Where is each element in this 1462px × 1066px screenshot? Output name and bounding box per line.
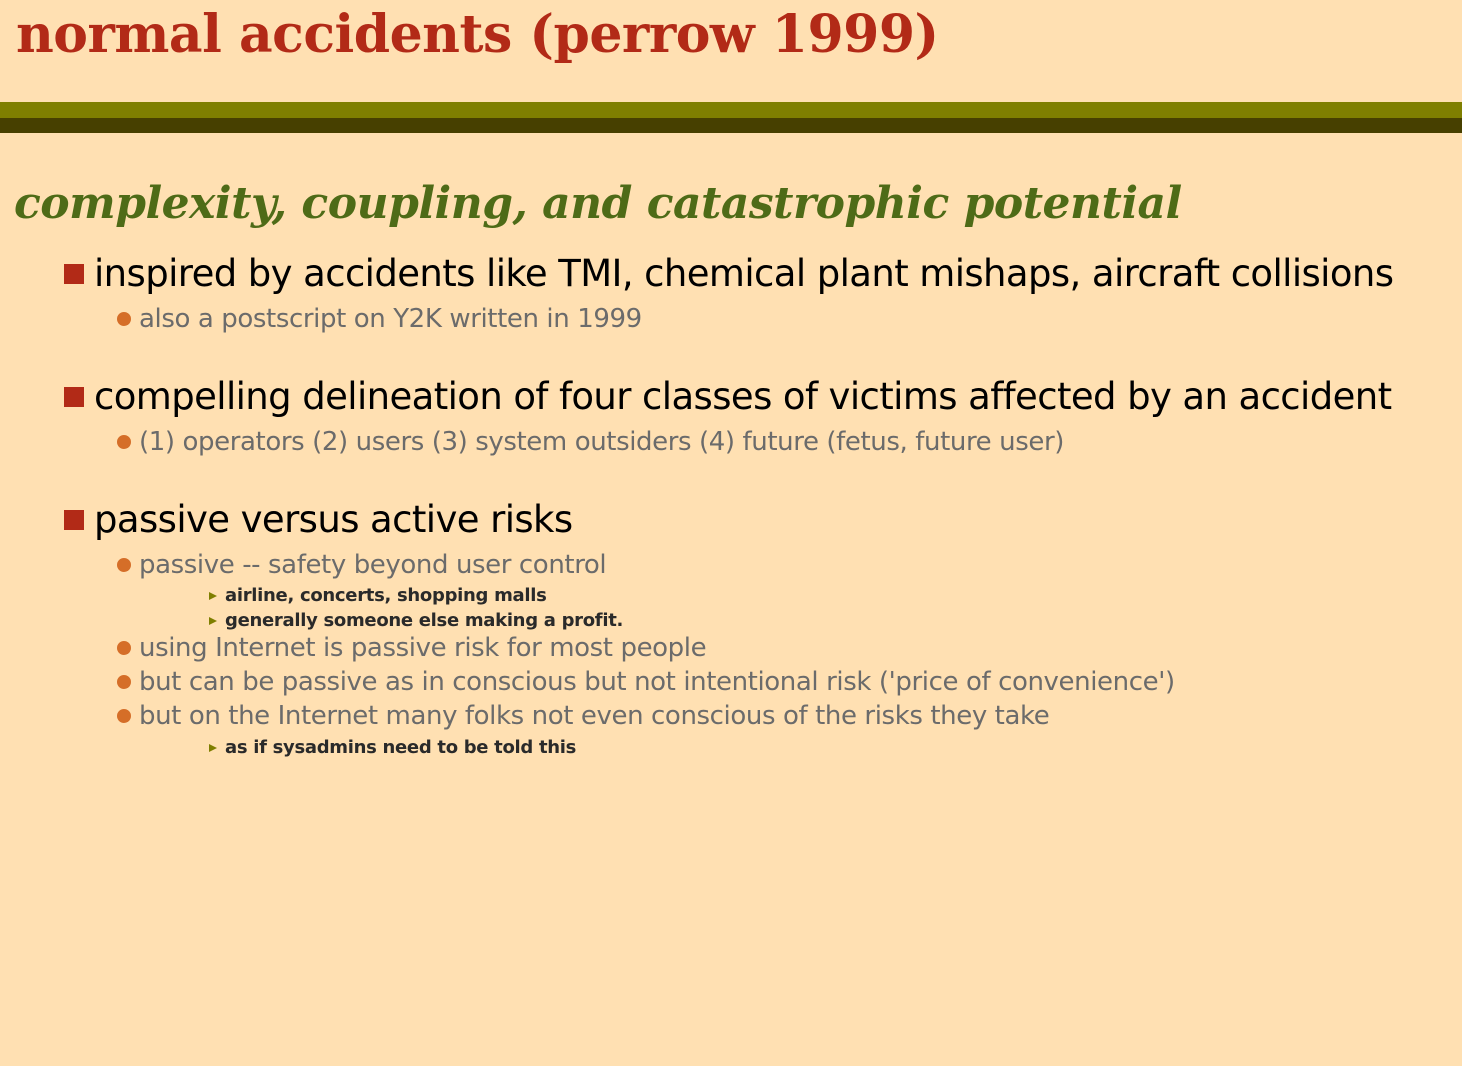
sub-bullet-item: [117, 304, 642, 334]
bullet-item: [64, 252, 1393, 295]
sub-bullet-item: [117, 667, 1175, 697]
circle-bullet-icon: [117, 675, 131, 689]
circle-bullet-icon: [117, 435, 131, 449]
slide-subtitle: complexity, coupling, and catastrophic potential: [14, 178, 1182, 229]
triangle-bullet-icon: [209, 592, 217, 600]
square-bullet-icon: [64, 387, 84, 407]
square-bullet-icon: [64, 264, 84, 284]
sub-bullet-text: but on the Internet many folks not even conscious of the risks they take: [139, 701, 1050, 731]
bullet-text: passive versus active risks: [94, 498, 573, 541]
bullet-text: compelling delineation of four classes of victims affected by an accident: [94, 375, 1392, 418]
detail-bullet-text: as if sysadmins need to be told this: [225, 737, 577, 758]
bullet-item: [64, 498, 573, 541]
circle-bullet-icon: [117, 641, 131, 655]
sub-bullet-text: but can be passive as in conscious but not intentional risk ('price of convenience'): [139, 667, 1175, 697]
sub-bullet-item: [117, 550, 606, 580]
sub-bullet-text: also a postscript on Y2K written in 1999: [139, 304, 642, 334]
circle-bullet-icon: [117, 312, 131, 326]
sub-bullet-text: passive -- safety beyond user control: [139, 550, 607, 580]
sub-bullet-item: [117, 701, 1049, 731]
circle-bullet-icon: [117, 709, 131, 723]
bullet-item: [64, 375, 1392, 418]
triangle-bullet-icon: [209, 617, 217, 625]
header-divider-dark: [0, 118, 1462, 133]
square-bullet-icon: [64, 510, 84, 530]
sub-bullet-text: (1) operators (2) users (3) system outsiders (4) future (fetus, future user): [139, 427, 1064, 457]
triangle-bullet-icon: [209, 744, 217, 752]
sub-bullet-item: [117, 633, 706, 663]
sub-bullet-text: using Internet is passive risk for most people: [139, 633, 707, 663]
sub-bullet-item: [117, 427, 1064, 457]
detail-bullet-text: airline, concerts, shopping malls: [225, 585, 547, 606]
bullet-text: inspired by accidents like TMI, chemical plant mishaps, aircraft collisions: [94, 252, 1394, 295]
slide-title: normal accidents (perrow 1999): [16, 4, 939, 65]
detail-bullet-item: [209, 737, 576, 758]
header-divider-light: [0, 102, 1462, 118]
detail-bullet-text: generally someone else making a profit.: [225, 610, 624, 631]
detail-bullet-item: [209, 610, 623, 631]
circle-bullet-icon: [117, 558, 131, 572]
detail-bullet-item: [209, 585, 547, 606]
